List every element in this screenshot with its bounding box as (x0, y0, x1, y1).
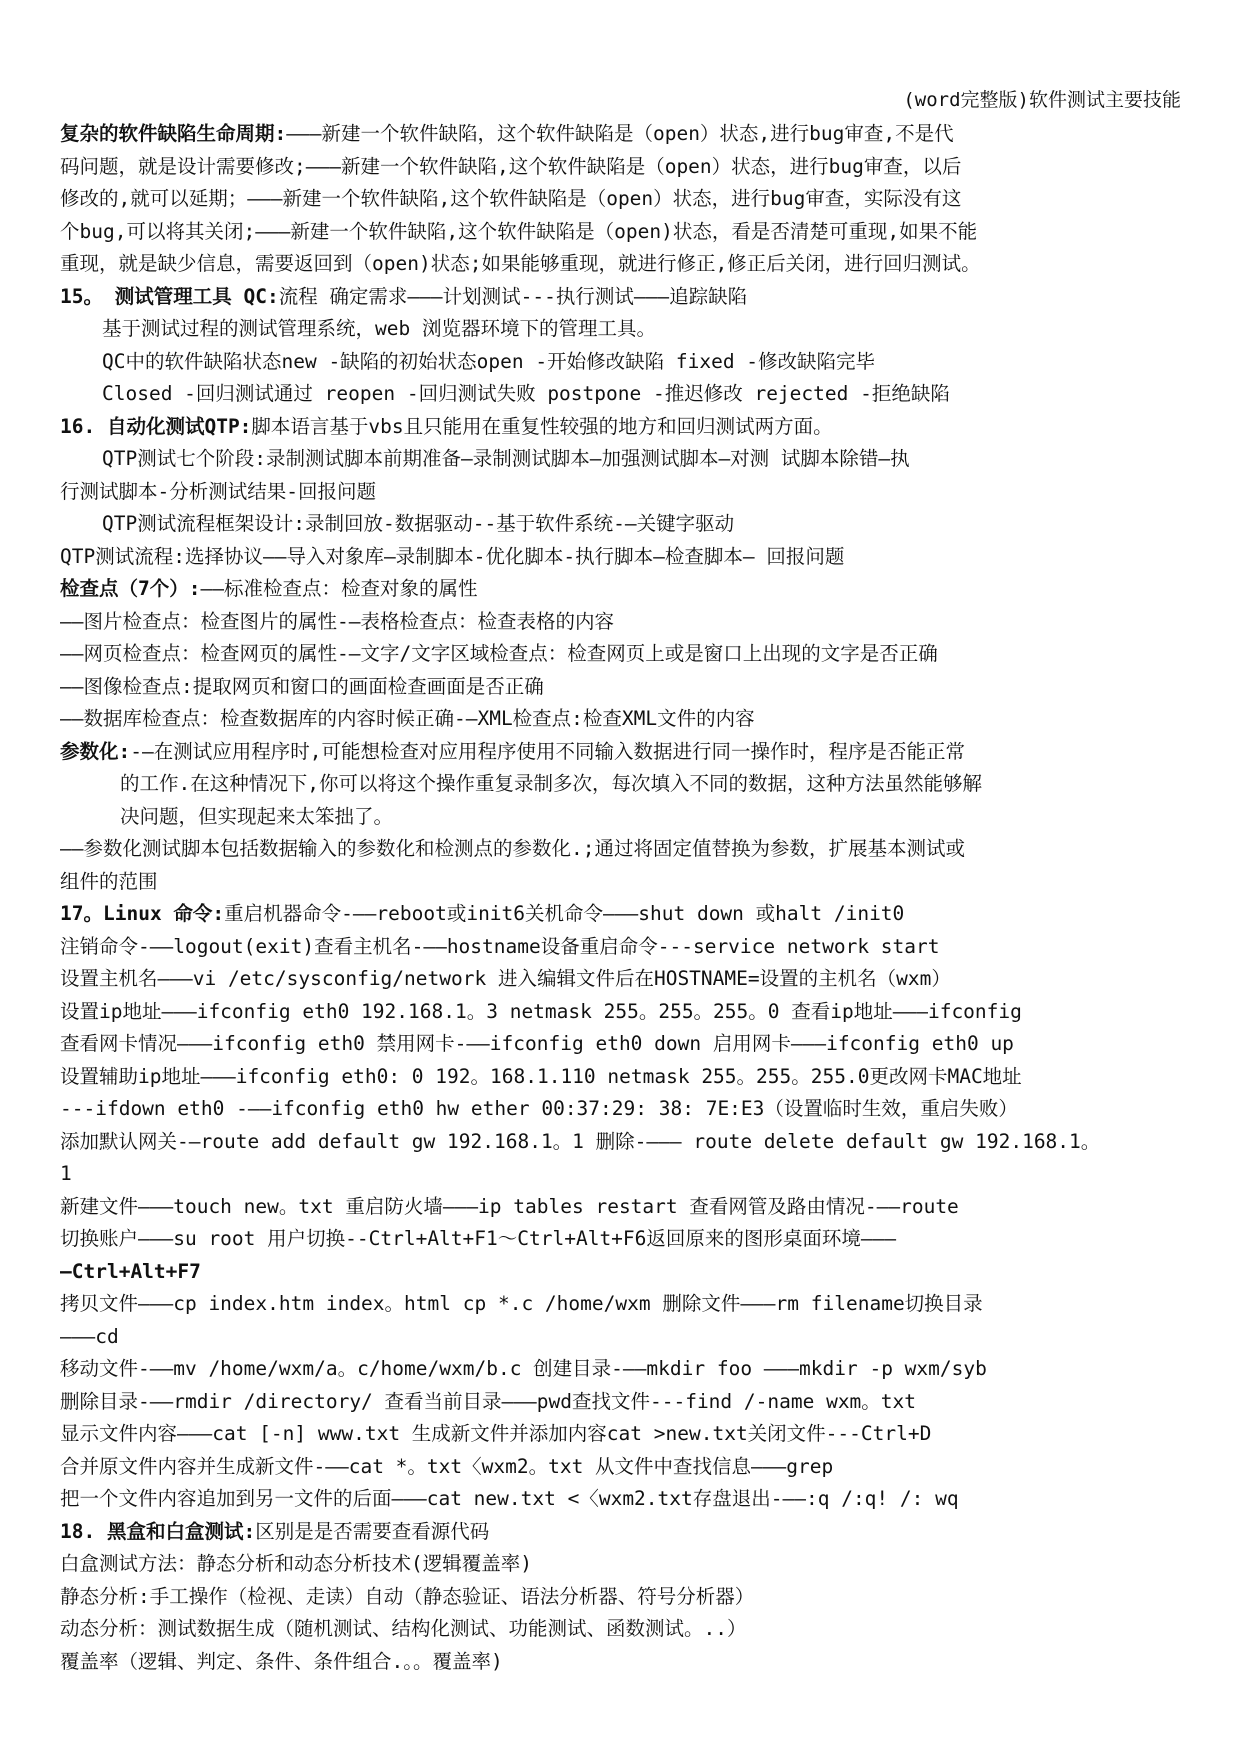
paragraph-line: 添加默认网关-—route add default gw 192.168.1。1 删除-——— route delete default gw 192.168.1。 (60, 1129, 1101, 1153)
paragraph-line (60, 411, 1182, 444)
paragraph-line: Closed -回归测试通过 reopen -回归测试失败 postpone -推迟修改 rejected -拒绝缺陷 (102, 382, 950, 405)
paragraph-line: 修改的,就可以延期；———新建一个软件缺陷,这个软件缺陷是（open）状态，进行bug审查，实际没有这 (60, 187, 962, 210)
paragraph-line: ——数据库检查点：检查数据库的内容时候正确-—XML检查点:检查XML文件的内容 (60, 707, 755, 730)
text-run: 区别是是否需要查看源代码 (255, 1519, 490, 1543)
section-qc (60, 281, 1182, 411)
paragraph-line (60, 1516, 1182, 1549)
paragraph-line: 显示文件内容———cat [-n] www.txt 生成新文件并添加内容cat >new.txt关闭文件---Ctrl+D (60, 1422, 932, 1445)
paragraph-line: 的工作.在这种情况下,你可以将这个操作重复录制多次，每次填入不同的数据，这种方法虽然能够解 (120, 772, 982, 795)
paragraph-line: 行测试脚本-分析测试结果-回报问题 (60, 479, 376, 503)
text-run: -—在测试应用程序时,可能想检查对应用程序使用不同输入数据进行同一操作时，程序是否能正常 (130, 739, 965, 763)
paragraph-line (60, 573, 1182, 606)
section-heading: 16. 自动化测试QTP: (60, 414, 252, 438)
section-defect-lifecycle (60, 118, 1182, 281)
section-heading: 17。Linux 命令: (60, 902, 225, 925)
paragraph-line: 注销命令-——logout(exit)查看主机名-——hostname设备重启命令---service network start (60, 934, 940, 958)
paragraph-line: QC中的软件缺陷状态new -缺陷的初始状态open -开始修改缺陷 fixed -修改缺陷完毕 (102, 349, 876, 373)
paragraph-line: QTP测试流程:选择协议——导入对象库—录制脚本-优化脚本-执行脚本—检查脚本— 回报问题 (60, 544, 845, 568)
paragraph-line (60, 281, 1182, 314)
section-heading: 复杂的软件缺陷生命周期: (60, 122, 287, 145)
paragraph-line: QTP测试流程框架设计:录制回放-数据驱动--基于软件系统-—关键字驱动 (102, 512, 735, 535)
paragraph-line: 移动文件-——mv /home/wxm/a。c/home/wxm/b.c 创建目录-——mkdir foo ———mkdir -p wxm/syb (60, 1357, 987, 1380)
paragraph-line: ———cd (60, 1324, 119, 1348)
text-run: ——标准检查点：检查对象的属性 (200, 577, 478, 600)
paragraph-line: QTP测试七个阶段:录制测试脚本前期准备—录制测试脚本—加强测试脚本—对测 试脚本除错—执 (102, 447, 910, 470)
text-run: ———新建一个软件缺陷，这个软件缺陷是（open）状态,进行bug审查,不是代 (286, 122, 954, 145)
paragraph-line: ——网页检查点：检查网页的属性-—文字/文字区域检查点：检查网页上或是窗口上出现的文字是否正确 (60, 642, 938, 665)
section-linux (60, 898, 1182, 1516)
paragraph-line: 设置ip地址———ifconfig eth0 192.168.1。3 netmask 255。255。255。0 查看ip地址———ifconfig (60, 999, 1022, 1023)
text-run: 重启机器命令-——reboot或init6关机命令———shut down 或halt /init0 (224, 902, 905, 925)
paragraph-line: 删除目录-——rmdir /directory/ 查看当前目录———pwd查找文件---find /-name wxm。txt (60, 1389, 917, 1413)
section-qtp (60, 411, 1182, 574)
paragraph-line: —Ctrl+Alt+F7 (60, 1259, 201, 1283)
section-blackbox-whitebox (60, 1516, 1182, 1679)
paragraph-line (60, 118, 1182, 151)
paragraph-line: ——图片检查点：检查图片的属性-—表格检查点：检查表格的内容 (60, 609, 614, 633)
document-body (60, 118, 1182, 1678)
paragraph-line: 1 (60, 1162, 72, 1185)
text-run: 流程 确定需求———计划测试---执行测试———追踪缺陷 (278, 284, 748, 308)
section-heading: 15。 测试管理工具 QC: (60, 284, 279, 308)
paragraph-line: 动态分析：测试数据生成（随机测试、结构化测试、功能测试、函数测试。..） (60, 1617, 747, 1640)
section-checkpoints (60, 573, 1182, 736)
paragraph-line: 重现，就是缺少信息，需要返回到（open)状态;如果能够重现，就进行修正,修正后关闭，进行回归测试。 (60, 252, 981, 275)
paragraph-line: 白盒测试方法：静态分析和动态分析技术(逻辑覆盖率) (60, 1552, 532, 1575)
text-run: 脚本语言基于vbs且只能用在重复性较强的地方和回归测试两方面。 (251, 414, 833, 438)
paragraph-line: 新建文件———touch new。txt 重启防火墙———ip tables restart 查看网管及路由情况-——route (60, 1194, 959, 1218)
paragraph-line: 决问题，但实现起来太笨拙了。 (120, 804, 394, 828)
paragraph-line: 查看网卡情况———ifconfig eth0 禁用网卡-——ifconfig eth0 down 启用网卡———ifconfig eth0 up (60, 1032, 1014, 1055)
section-heading: 检查点（7个）: (60, 577, 201, 600)
paragraph-line: 设置辅助ip地址———ifconfig eth0: 0 192。168.1.110 netmask 255。255。255.0更改网卡MAC地址 (60, 1064, 1022, 1088)
paragraph-line: ——图像检查点:提取网页和窗口的画面检查画面是否正确 (60, 674, 544, 698)
paragraph-line: 合并原文件内容并生成新文件-——cat *。txt〈wxm2。txt 从文件中查找信息———grep (60, 1454, 834, 1478)
running-header: (word完整版)软件测试主要技能 (903, 89, 1181, 111)
paragraph-line: ---ifdown eth0 -——ifconfig eth0 hw ether 00:37:29: 38: 7E:E3（设置临时生效，重启失败） (60, 1097, 1018, 1120)
paragraph-line: ——参数化测试脚本包括数据输入的参数化和检测点的参数化.;通过将固定值替换为参数，扩展基本测试或 (60, 837, 965, 860)
paragraph-line: 拷贝文件———cp index.htm index。html cp *.c /home/wxm 删除文件———rm filename切换目录 (60, 1292, 983, 1315)
paragraph-line: 覆盖率（逻辑、判定、条件、条件组合.。。覆盖率) (60, 1649, 503, 1673)
section-parameterization (60, 736, 1182, 899)
paragraph-line: 个bug,可以将其关闭;———新建一个软件缺陷,这个软件缺陷是（open)状态，看是否清楚可重现,如果不能 (60, 219, 978, 243)
paragraph-line: 码问题，就是设计需要修改;———新建一个软件缺陷,这个软件缺陷是（open）状态，进行bug审查，以后 (60, 154, 962, 178)
paragraph-line: 静态分析:手工操作（检视、走读）自动（静态验证、语法分析器、符号分析器） (60, 1584, 755, 1608)
paragraph-line: 组件的范围 (60, 869, 158, 893)
paragraph-line (60, 736, 1182, 769)
paragraph-line: 基于测试过程的测试管理系统，web 浏览器环境下的管理工具。 (102, 317, 656, 340)
section-heading: 参数化: (60, 739, 131, 763)
paragraph-line: 设置主机名———vi /etc/sysconfig/network 进入编辑文件后在HOSTNAME=设置的主机名（wxm） (60, 967, 951, 990)
paragraph-line: 把一个文件内容追加到另一文件的后面———cat new.txt <〈wxm2.txt存盘退出-——:q /:q! /: wq (60, 1487, 959, 1510)
paragraph-line (60, 898, 1182, 931)
paragraph-line: 切换账户———su root 用户切换--Ctrl+Alt+F1～Ctrl+Alt+F6返回原来的图形桌面环境——— (60, 1227, 897, 1250)
section-heading: 18. 黑盒和白盒测试: (60, 1519, 256, 1543)
